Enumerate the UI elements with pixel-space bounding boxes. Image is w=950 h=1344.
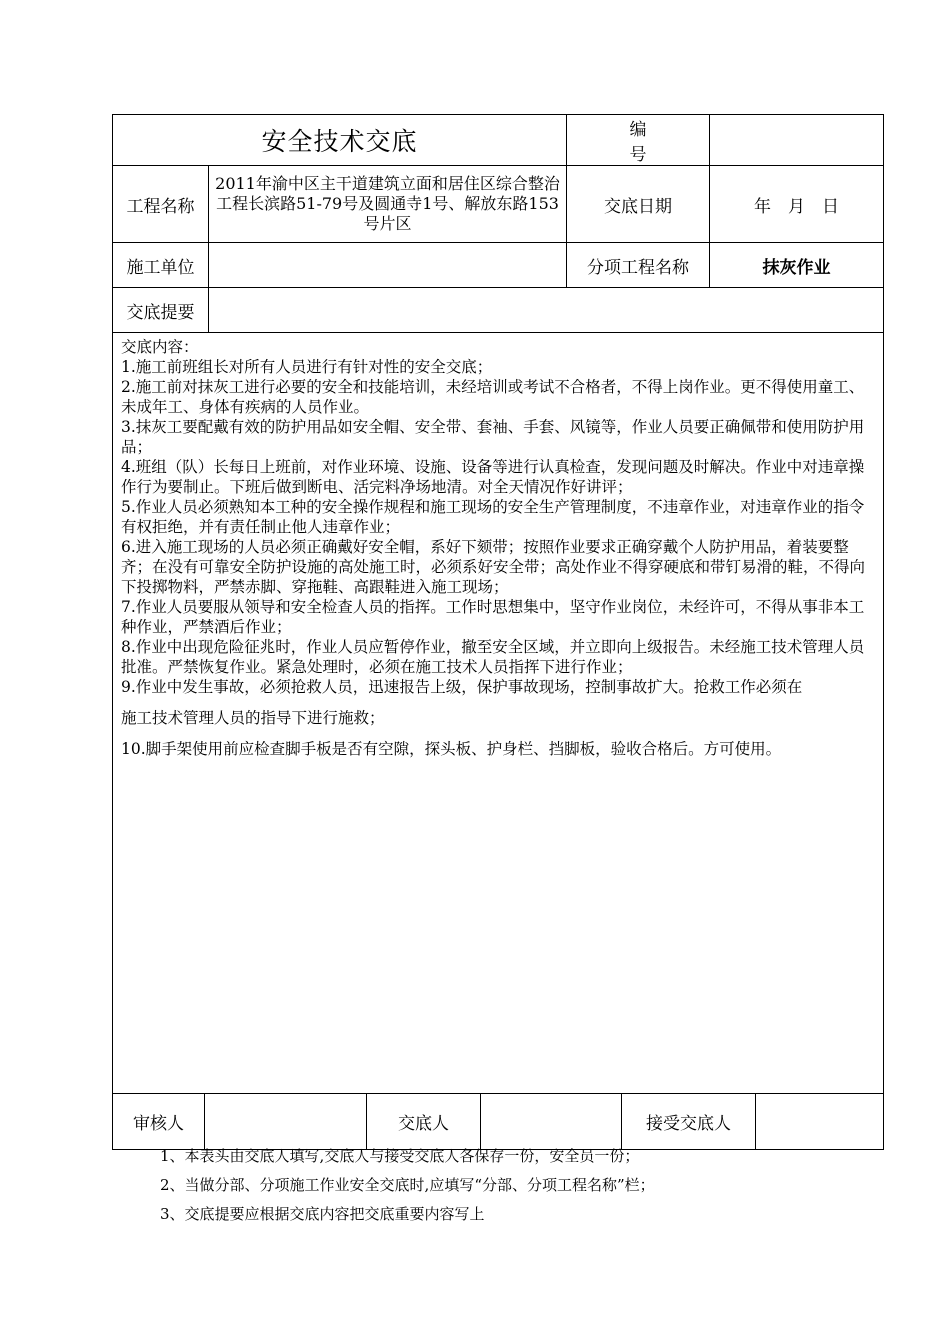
footnote: 2、当做分部、分项施工作业安全交底时,应填写“分部、分项工程名称”栏；	[160, 1176, 655, 1194]
project-name-label: 工程名称	[113, 166, 209, 243]
form-title: 安全技术交底	[113, 115, 567, 166]
content-item: 10.脚手架使用前应检查脚手板是否有空隙，探头板、护身栏、挡脚板，验收合格后。方可使用。	[121, 740, 782, 758]
summary-label: 交底提要	[113, 288, 209, 333]
safety-disclosure-form	[112, 114, 883, 1150]
project-name-value[interactable]: 2011年渝中区主干道建筑立面和居住区综合整治工程长滨路51-79号及圆通寺1号、解放东路153号片区	[209, 166, 567, 243]
disclosure-date-label: 交底日期	[567, 166, 710, 243]
construction-unit-value[interactable]	[209, 243, 567, 288]
disclosure-content[interactable]	[113, 333, 884, 1094]
content-item: 1.施工前班组长对所有人员进行有针对性的安全交底；	[121, 358, 493, 376]
content-item: 6.进入施工现场的人员必须正确戴好安全帽，系好下颏带；按照作业要求正确穿戴个人防护用品，着装要整齐；在没有可靠安全防护设施的高处施工时，必须系好安全带；高处作业不得穿硬底和带钉易滑的鞋，不得向下投掷物料，严禁赤脚、穿拖鞋、高跟鞋进入施工现场；	[121, 538, 866, 596]
number-label: 编 号	[567, 115, 710, 166]
content-item: 7.作业人员要服从领导和安全检查人员的指挥。工作时思想集中，坚守作业岗位，未经许可，不得从事非本工种作业，严禁酒后作业；	[121, 598, 865, 636]
sub-project-name-value[interactable]: 抹灰作业	[710, 243, 884, 288]
summary-value[interactable]	[209, 288, 884, 333]
content-item: 3.抹灰工要配戴有效的防护用品如安全帽、安全带、套袖、手套、风镜等，作业人员要正确佩带和使用防护用品；	[121, 418, 865, 456]
content-heading: 交底内容：	[121, 338, 199, 356]
receiver-field[interactable]	[756, 1094, 884, 1150]
construction-unit-label: 施工单位	[113, 243, 209, 288]
reviewer-label: 审核人	[113, 1094, 205, 1150]
disclosure-date-value[interactable]: 年 月 日	[710, 166, 884, 243]
footnote: 1、本表头由交底人填写,交底人与接受交底人各保存一份，安全员一份；	[160, 1147, 640, 1165]
content-item: 8.作业中出现危险征兆时，作业人员应暂停作业，撤至安全区域，并立即向上级报告。未经施工技术管理人员批准。严禁恢复作业。紧急处理时，必须在施工技术人员指挥下进行作业；	[121, 638, 865, 676]
number-field[interactable]	[710, 115, 884, 166]
receiver-label: 接受交底人	[622, 1094, 756, 1150]
footnote: 3、交底提要应根据交底内容把交底重要内容写上	[160, 1205, 485, 1223]
footnotes	[160, 1142, 655, 1229]
sub-project-name-label: 分项工程名称	[567, 243, 710, 288]
content-item: 2.施工前对抹灰工进行必要的安全和技能培训，未经培训或考试不合格者，不得上岗作业。更不得使用童工、未成年工、身体有疾病的人员作业。	[121, 378, 865, 416]
content-item: 5.作业人员必须熟知本工种的安全操作规程和施工现场的安全生产管理制度，不违章作业，对违章作业的指令有权拒绝，并有责任制止他人违章作业；	[121, 498, 865, 536]
header-table	[112, 114, 884, 1094]
content-item: 9.作业中发生事故，必须抢救人员，迅速报告上级，保护事故现场，控制事故扩大。抢救工作必须在	[121, 678, 803, 696]
content-item: 施工技术管理人员的指导下进行施救；	[121, 709, 385, 727]
content-item: 4.班组（队）长每日上班前，对作业环境、设施、设备等进行认真检查，发现问题及时解决。作业中对违章操作行为要制止。下班后做到断电、活完料净场地清。对全天情况作好讲评；	[121, 458, 865, 496]
discloser-label: 交底人	[367, 1094, 481, 1150]
